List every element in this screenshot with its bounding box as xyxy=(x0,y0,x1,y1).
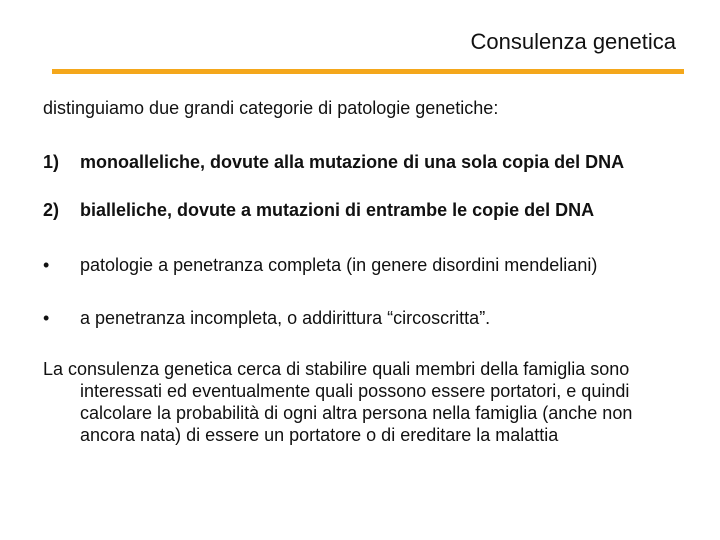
paragraph-line: interessati ed eventualmente quali possono essere portatori, e quindi xyxy=(80,381,630,401)
item-text: monoalleliche, dovute alla mutazione di una sola copia del DNA xyxy=(80,152,625,172)
item-number: 2) xyxy=(43,200,60,220)
slide-title: Consulenza genetica xyxy=(470,29,676,54)
paragraph-line: ancora nata) di essere un portatore o di ereditare la malattia xyxy=(80,425,559,445)
bullet-icon: • xyxy=(43,255,50,275)
title-underline xyxy=(52,69,684,74)
intro-text: distinguiamo due grandi categorie di patologie genetiche: xyxy=(43,98,499,118)
bullet-icon: • xyxy=(43,308,50,328)
paragraph-line: calcolare la probabilità di ogni altra persona nella famiglia (anche non xyxy=(80,403,633,423)
closing-paragraph xyxy=(43,358,708,446)
item-text: bialleliche, dovute a mutazioni di entrambe le copie del DNA xyxy=(80,200,595,220)
paragraph-line: La consulenza genetica cerca di stabilire quali membri della famiglia sono xyxy=(43,359,630,379)
item-number: 1) xyxy=(43,152,60,172)
bullet-text: patologie a penetranza completa (in genere disordini mendeliani) xyxy=(80,255,598,275)
bullet-text: a penetranza incompleta, o addirittura “circoscritta”. xyxy=(80,308,491,328)
